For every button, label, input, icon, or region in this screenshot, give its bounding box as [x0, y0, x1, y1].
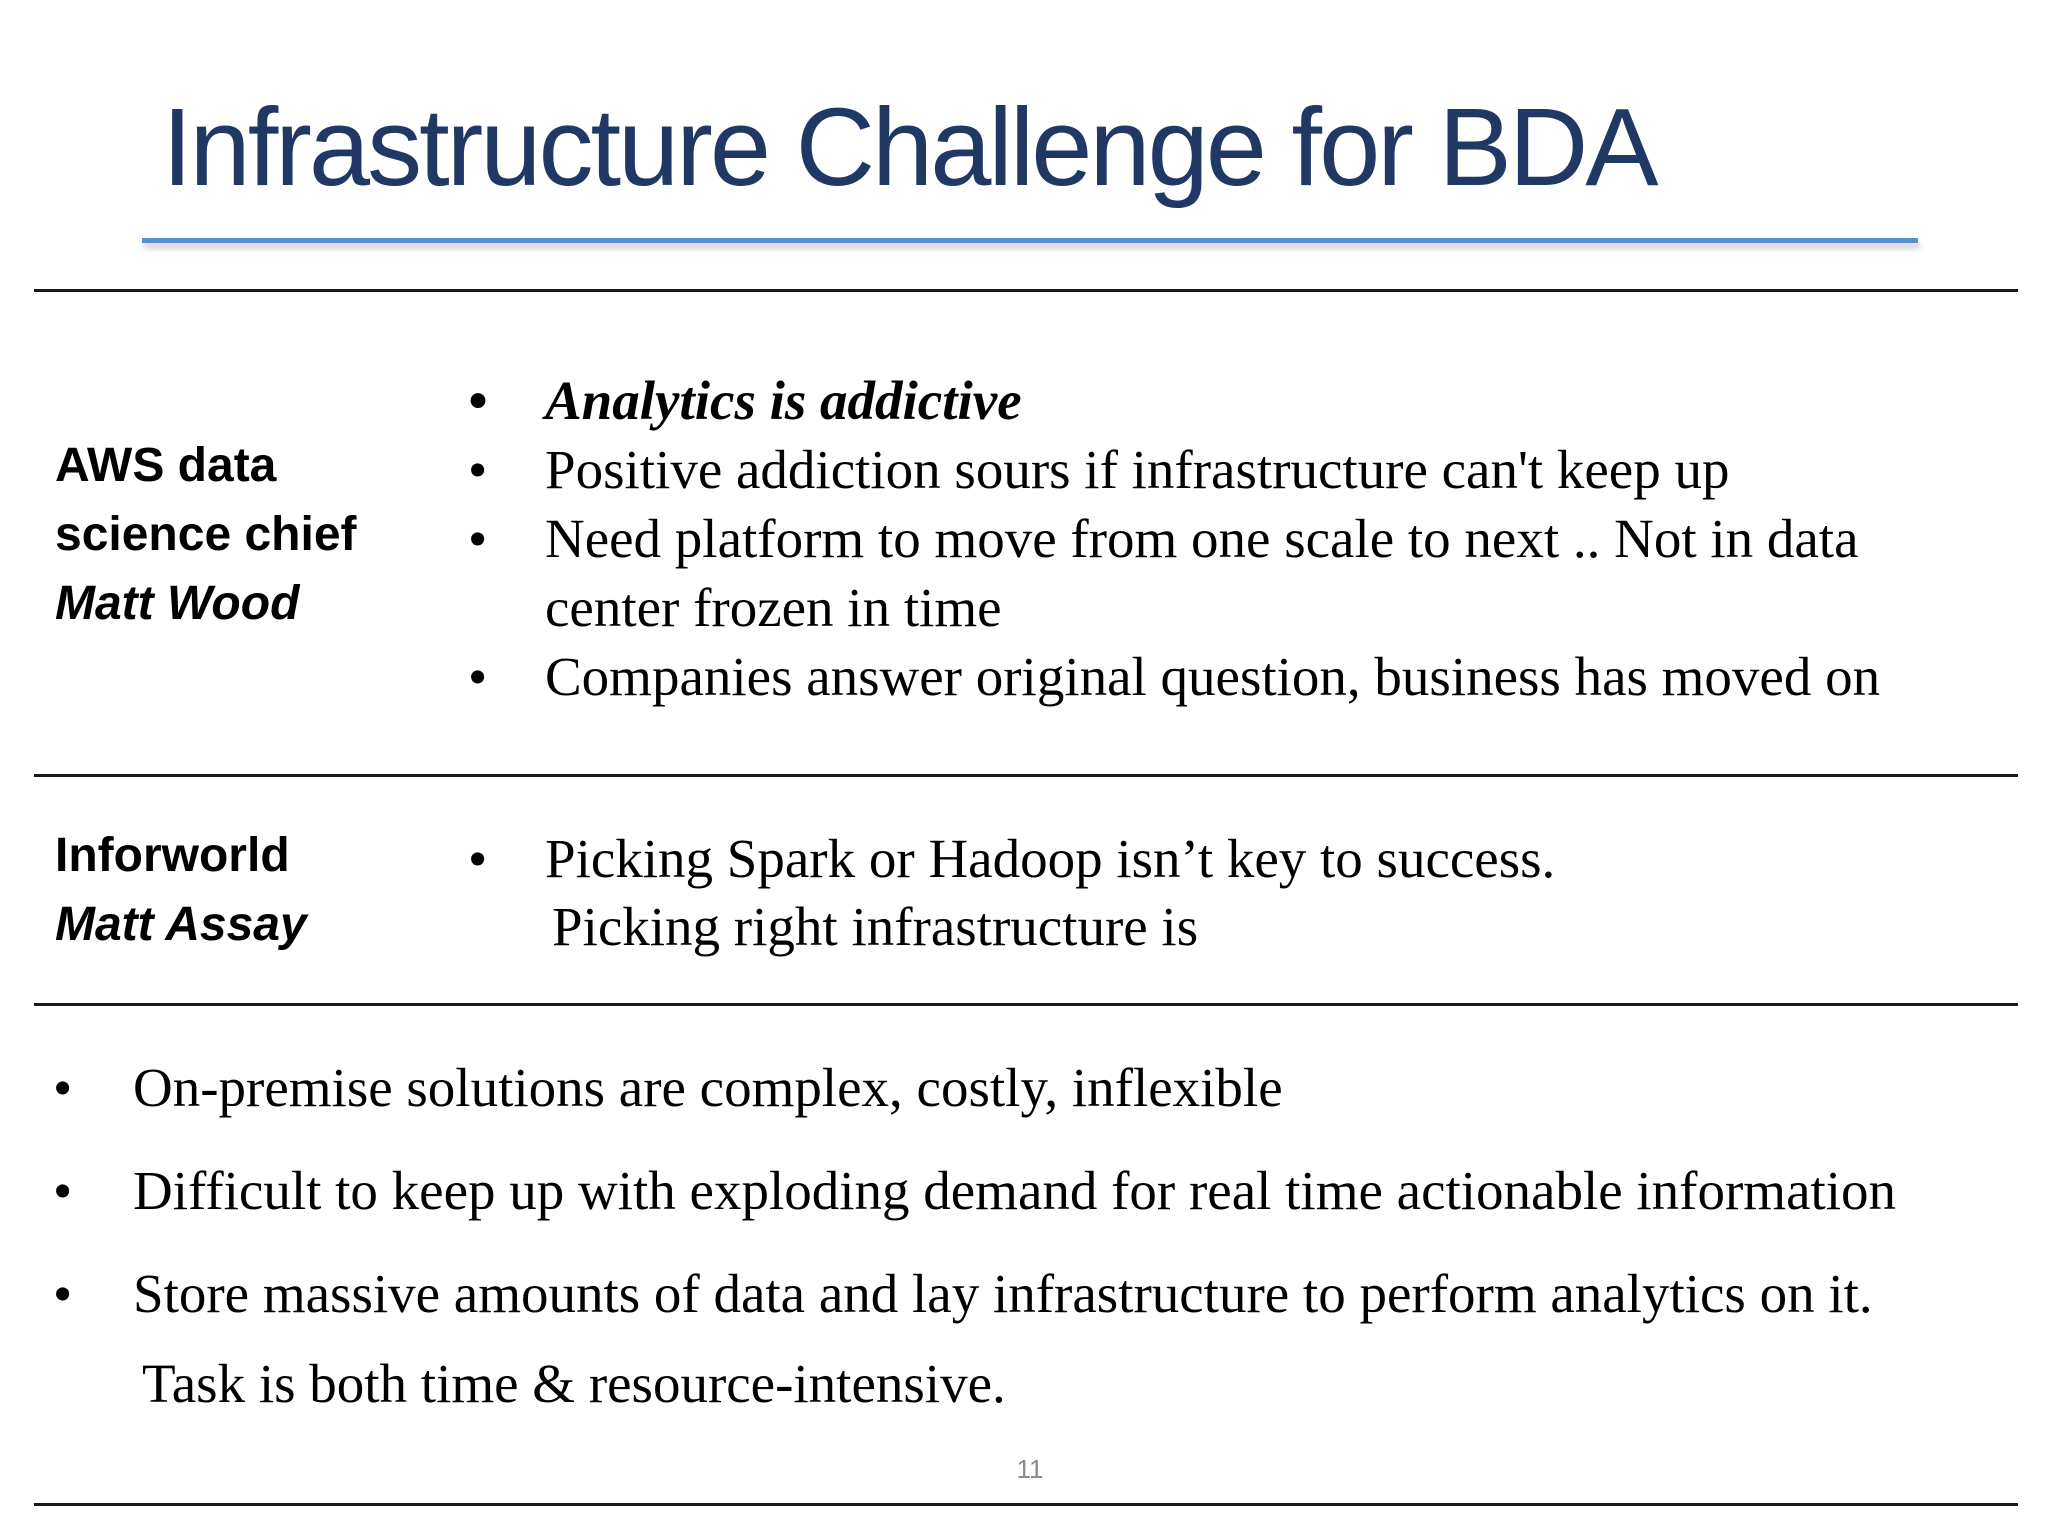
speaker-aws [55, 431, 357, 638]
speaker-infoworld [55, 821, 307, 959]
speaker-title-line-2: science chief [55, 508, 357, 561]
title-underline [142, 238, 1918, 243]
list-item [468, 642, 2015, 711]
bullet-icon: • [53, 1160, 73, 1221]
list-item-text: On-premise solutions are complex, costly, inflexible [133, 1057, 1283, 1118]
speaker-title-line-1: AWS data [55, 439, 277, 492]
list-item-text: Positive addiction sours if infrastructure can't keep up [545, 439, 1730, 500]
list-item-text: Picking Spark or Hadoop isn’t key to success. [545, 828, 1556, 889]
list-item-text: center frozen in time [545, 577, 1002, 638]
list-item [53, 1036, 1896, 1139]
list-item [468, 435, 2015, 504]
challenge-list [53, 1036, 1897, 1345]
page-number: 11 [1016, 1454, 1044, 1484]
list-item-text: Need platform to move from one scale to next .. Not in data [545, 508, 1859, 569]
challenge-continuation: Task is both time & resource-intensive. [142, 1353, 1006, 1414]
bullet-icon: • [468, 508, 488, 569]
list-item-continuation [545, 573, 2015, 642]
list-item-text: Difficult to keep up with exploding demand for real time actionable information [133, 1160, 1897, 1221]
list-item [468, 366, 2015, 435]
divider-lower [34, 1003, 2018, 1006]
bullet-icon: • [468, 370, 488, 431]
divider-middle [34, 774, 2018, 777]
bullet-icon: • [468, 439, 488, 500]
quote-continuation: Picking right infrastructure is [552, 896, 1199, 957]
bullet-icon: • [468, 646, 488, 707]
list-item-text: Companies answer original question, business has moved on [545, 646, 1881, 707]
list-item [468, 504, 2015, 573]
aws-quote-list [468, 366, 2015, 711]
list-item [468, 824, 1556, 893]
speaker-org: Inforworld [55, 829, 290, 882]
divider-bottom [34, 1503, 2018, 1506]
list-item [53, 1139, 1897, 1242]
bullet-icon: • [53, 1263, 73, 1324]
speaker-name: Matt Wood [55, 577, 300, 630]
infoworld-quote-list [468, 824, 1556, 893]
list-item-text: Store massive amounts of data and lay infrastructure to perform analytics on it. [133, 1263, 1873, 1324]
bullet-icon: • [53, 1057, 73, 1118]
bullet-icon: • [468, 828, 488, 889]
slide-title: Infrastructure Challenge for BDA [162, 86, 1656, 209]
speaker-name: Matt Assay [55, 898, 307, 951]
divider-top [34, 289, 2018, 292]
list-item-text: Analytics is addictive [545, 370, 1022, 431]
list-item [53, 1242, 1896, 1345]
